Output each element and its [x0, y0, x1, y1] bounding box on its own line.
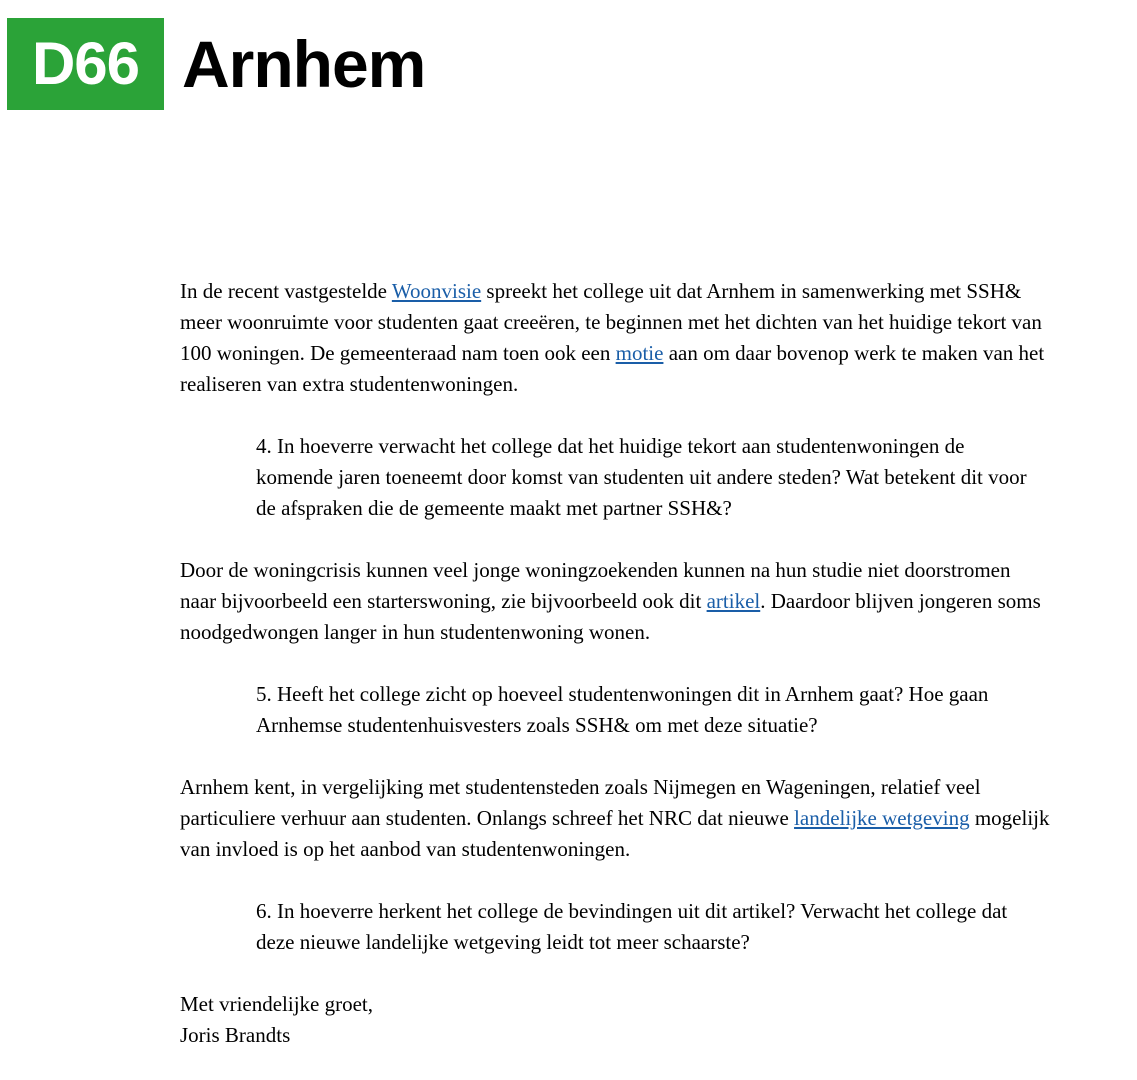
question-5: 5. Heeft het college zicht op hoeveel studentenwoningen dit in Arnhem gaat? Hoe gaan Arnhemse studentenhuisvesters zoals SSH& om met deze situatie?	[256, 682, 989, 737]
text: In de recent vastgestelde	[180, 279, 392, 303]
text: Arnhem kent, in vergelijking met studentensteden zoals Nijmegen en Wageningen, relatief veel particuliere verhuur aan studenten. Onlangs schreef het NRC dat nieuwe	[180, 775, 981, 830]
text: Door de woningcrisis kunnen veel jonge woningzoekenden kunnen na hun studie niet doorstromen naar bijvoorbeeld een starterswoning, zie bijvoorbeeld ook dit	[180, 558, 1011, 613]
paragraph-particuliere-verhuur	[180, 772, 1050, 865]
closing: Met vriendelijke groet,	[180, 992, 374, 1016]
text: . Daardoor blijven jongeren soms noodgedwongen langer in hun studentenwoning wonen.	[180, 589, 1041, 644]
text: mogelijk van invloed is op het aanbod van studentenwoningen.	[180, 806, 1050, 861]
text: spreekt het college uit dat Arnhem in samenwerking met SSH& meer woonruimte voor studenten gaat creeëren, te beginnen met het dichten van het huidige tekort van 100 woningen. De gemeenteraad nam toen ook een	[180, 279, 1042, 365]
woonvisie-link[interactable]: Woonvisie	[391, 279, 482, 303]
logo-text: D66	[31, 30, 140, 97]
text: aan om daar bovenop werk te maken van het realiseren van extra studentenwoningen.	[180, 341, 1045, 396]
letter-body	[180, 276, 1050, 1051]
paragraph-woningcrisis	[180, 555, 1050, 648]
landelijke-wetgeving-link[interactable]: landelijke wetgeving	[794, 806, 970, 830]
signature: Joris Brandts	[180, 1023, 291, 1047]
city-name: Arnhem	[182, 27, 426, 101]
d66-logo	[7, 18, 164, 110]
paragraph-woonvisie	[180, 276, 1050, 400]
question-6: 6. In hoeverre herkent het college de bevindingen uit dit artikel? Verwacht het college dat deze nieuwe landelijke wetgeving leidt tot meer schaarste?	[256, 899, 1008, 954]
artikel-link[interactable]: artikel	[706, 589, 761, 613]
question-4: 4. In hoeverre verwacht het college dat het huidige tekort aan studentenwoningen de komende jaren toeneemt door komst van studenten uit andere steden? Wat betekent dit voor de afspraken die de gemeente maakt met partner SSH&?	[256, 434, 1027, 520]
motie-link[interactable]: motie	[615, 341, 664, 365]
header	[7, 18, 425, 110]
